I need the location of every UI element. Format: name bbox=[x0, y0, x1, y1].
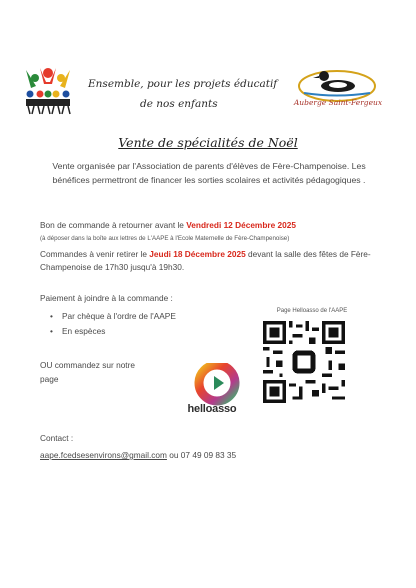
payment-option-label: Par chèque à l'ordre de l'AAPE bbox=[62, 311, 176, 321]
page-title bbox=[0, 135, 416, 150]
qr-code-icon[interactable] bbox=[263, 321, 345, 403]
slogan-line-2: de nos enfants bbox=[140, 98, 218, 110]
aape-children-logo bbox=[22, 64, 74, 116]
pickup-date: Jeudi 18 Décembre 2025 bbox=[149, 249, 246, 259]
payment-option-cheque bbox=[50, 311, 176, 322]
helloasso-wordmark[interactable]: helloasso bbox=[187, 403, 237, 415]
payment-option-label: En espèces bbox=[62, 326, 106, 336]
contact-email-link[interactable]: aape.fcedsesenvirons@gmail.com bbox=[40, 450, 167, 460]
payment-option-cash bbox=[50, 326, 105, 337]
payment-title: Paiement à joindre à la commande : bbox=[40, 293, 173, 303]
bullet-icon: • bbox=[50, 326, 53, 336]
contact-title: Contact : bbox=[40, 433, 74, 443]
order-deadline bbox=[40, 220, 390, 231]
qr-label: Page Helloasso de l'AAPE bbox=[276, 308, 348, 314]
contact-details bbox=[40, 450, 236, 461]
contact-separator: ou bbox=[166, 450, 181, 460]
partner-name: Auberge Saint-Fergeux bbox=[293, 98, 383, 107]
intro-paragraph: Vente organisée par l'Association de parents d'élèves de Fère-Champenoise. Les bénéfices permettront de financer les sorties scolaires et activités pédagogiques . bbox=[52, 161, 366, 185]
association-slogan bbox=[88, 74, 278, 114]
order-drop-note: (à déposer dans la boîte aux lettres de L'AAPE à l'Ecole Maternelle de Fère-Champenoise) bbox=[40, 235, 290, 242]
pickup-info bbox=[40, 248, 376, 274]
contact-phone: 07 49 09 83 35 bbox=[180, 450, 237, 460]
online-order-text: OU commandez sur notre page bbox=[40, 360, 135, 384]
bullet-icon: • bbox=[50, 311, 53, 321]
slogan-line-1: Ensemble, pour les projets éducatif bbox=[88, 78, 278, 90]
pickup-text-before: Commandes à venir retirer le bbox=[40, 249, 150, 259]
order-deadline-text: Bon de commande à retourner avant le bbox=[40, 220, 187, 230]
order-deadline-date: Vendredi 12 Décembre 2025 bbox=[186, 220, 296, 230]
pickup-text-after: devant la salle des fêtes de Fère-Champenoise de 17h30 jusqu'à 19h30. bbox=[40, 249, 371, 272]
partner-duck-logo bbox=[296, 62, 378, 102]
page-title-text: Vente de spécialités de Noël bbox=[118, 135, 298, 150]
